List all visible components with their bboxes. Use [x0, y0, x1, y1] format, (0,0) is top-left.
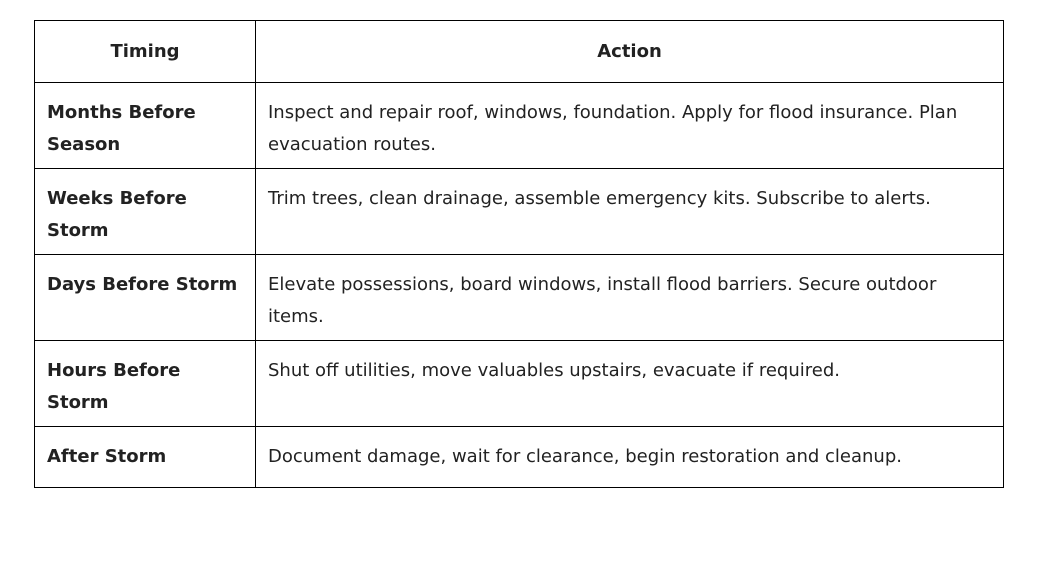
action-cell: Inspect and repair roof, windows, foundation. Apply for flood insurance. Plan evacuation routes.	[256, 83, 1004, 169]
action-cell: Elevate possessions, board windows, install flood barriers. Secure outdoor items.	[256, 255, 1004, 341]
table-header	[35, 21, 1004, 83]
timing-cell: Days Before Storm	[35, 255, 256, 341]
header-action: Action	[256, 21, 1004, 83]
preparation-timeline-table-container	[34, 20, 1003, 488]
table-body	[35, 83, 1004, 488]
action-cell: Trim trees, clean drainage, assemble emergency kits. Subscribe to alerts.	[256, 169, 1004, 255]
table-row	[35, 83, 1004, 169]
header-timing: Timing	[35, 21, 256, 83]
table-row	[35, 169, 1004, 255]
table-row	[35, 255, 1004, 341]
timing-cell: Months Before Season	[35, 83, 256, 169]
timing-cell: Hours Before Storm	[35, 341, 256, 427]
action-cell: Document damage, wait for clearance, begin restoration and cleanup.	[256, 427, 1004, 488]
timing-cell: After Storm	[35, 427, 256, 488]
action-cell: Shut off utilities, move valuables upstairs, evacuate if required.	[256, 341, 1004, 427]
timing-cell: Weeks Before Storm	[35, 169, 256, 255]
table-row	[35, 341, 1004, 427]
preparation-timeline-table	[34, 20, 1004, 488]
header-row	[35, 21, 1004, 83]
table-row	[35, 427, 1004, 488]
